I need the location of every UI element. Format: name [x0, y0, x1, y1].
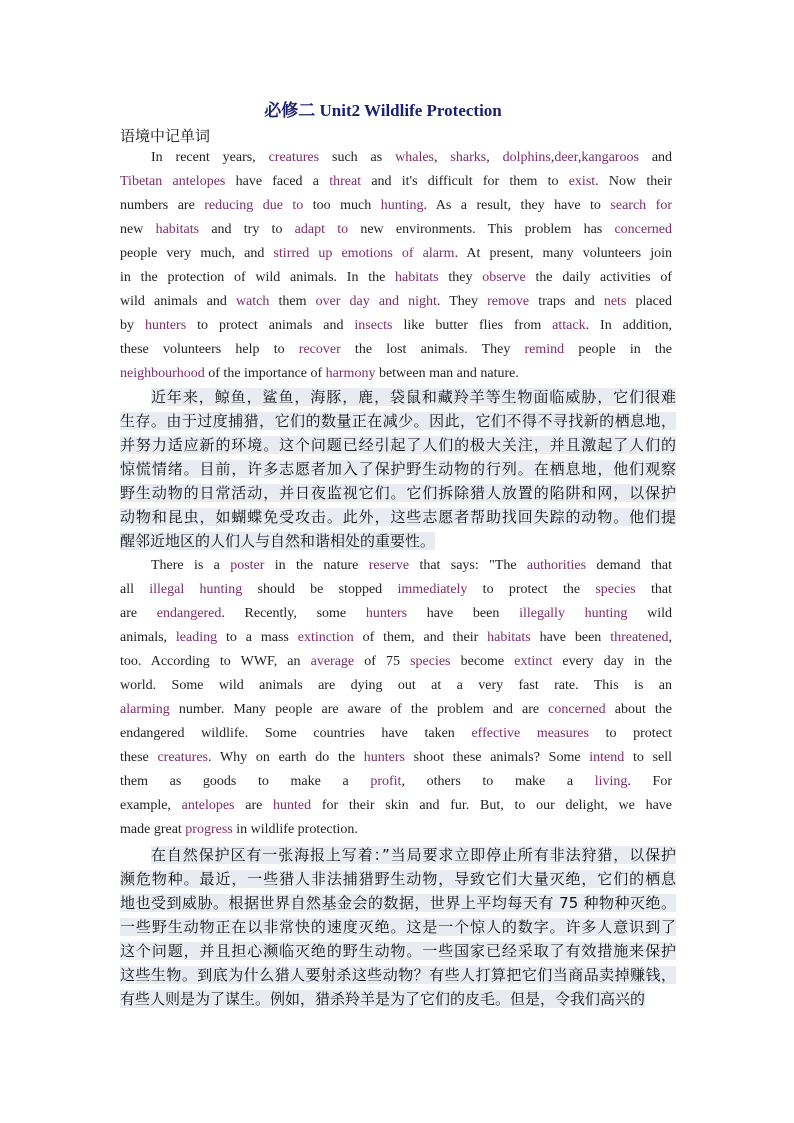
- translation-text: 地也受到威胁。根据世界自然基金会的数据，世界上平均每天有 75 种物种灭绝。: [120, 894, 676, 912]
- translation-text: 野生动物的日常活动，并日夜监视它们。它们拆除猎人放置的陷阱和网，以保护: [120, 484, 676, 502]
- text-run: and: [638, 150, 672, 165]
- text-line: [120, 602, 672, 626]
- vocabulary-word: dolphins: [502, 150, 551, 165]
- vocabulary-word: remove: [487, 294, 530, 309]
- paragraph-2-english: [120, 554, 672, 842]
- vocabulary-word: concerned: [548, 702, 606, 717]
- vocabulary-word: species: [595, 582, 636, 597]
- vocabulary-word: effective measures: [471, 726, 589, 741]
- text-run: There is a: [151, 558, 231, 573]
- text-run: that: [635, 582, 672, 597]
- text-run: numbers are: [120, 198, 205, 213]
- vocabulary-word: threat: [329, 174, 362, 189]
- translation-line: [120, 385, 676, 409]
- text-run: to protect: [588, 726, 672, 741]
- text-run: by: [120, 318, 145, 333]
- vocabulary-word: endangered: [156, 606, 222, 621]
- text-line: [120, 242, 672, 266]
- text-run: these volunteers help to: [120, 342, 299, 357]
- vocabulary-word: creatures: [157, 750, 208, 765]
- text-run: to sell: [624, 750, 672, 765]
- vocabulary-word: average: [310, 654, 355, 669]
- text-line: [120, 650, 672, 674]
- text-run: . Why on earth do the: [208, 750, 364, 765]
- text-line: [120, 554, 672, 578]
- text-run: of 75: [354, 654, 411, 669]
- text-run: to a mass: [217, 630, 298, 645]
- translation-line: [120, 433, 676, 457]
- translation-line: [120, 987, 676, 1011]
- text-run: them as goods to make a: [120, 774, 371, 789]
- text-run: new: [120, 222, 156, 237]
- text-line: [120, 362, 672, 386]
- vocabulary-word: reducing due to: [204, 198, 304, 213]
- text-run: placed: [626, 294, 672, 309]
- text-run: number. Many people are aware of the problem and are: [169, 702, 549, 717]
- vocabulary-word: extinction: [297, 630, 354, 645]
- translation-text: 生存。由于过度捕猎，它们的数量正在减少。因此，它们不得不寻找新的栖息地，: [120, 412, 676, 430]
- vocabulary-word: watch: [235, 294, 270, 309]
- text-run: people very much, and: [120, 246, 274, 261]
- vocabulary-word: extinct: [514, 654, 553, 669]
- vocabulary-word: hunters: [363, 750, 405, 765]
- text-run: the daily activities of: [525, 270, 672, 285]
- text-run: endangered wildlife. Some countries have taken: [120, 726, 472, 741]
- text-run: to protect animals and: [186, 318, 355, 333]
- text-line: [120, 770, 672, 794]
- text-line: [120, 818, 672, 842]
- paragraph-2-chinese: [120, 843, 676, 1011]
- vocabulary-word: alarming: [120, 702, 170, 717]
- vocabulary-word: hunted: [273, 798, 312, 813]
- translation-text: 濒危物种。最近，一些猎人非法捕猎野生动物，导致它们大量灭绝，它们的栖息: [120, 870, 676, 888]
- text-run: to protect the: [467, 582, 596, 597]
- text-run: , others to make a: [401, 774, 595, 789]
- text-run: . Recently, some: [221, 606, 366, 621]
- text-run: demand that: [586, 558, 672, 573]
- text-run: . Now their: [595, 174, 672, 189]
- text-run: them: [269, 294, 316, 309]
- vocabulary-word: creatures: [268, 150, 320, 165]
- vocabulary-word: habitats: [155, 222, 200, 237]
- text-run: new environments. This problem has: [348, 222, 615, 237]
- vocabulary-word: habitats: [395, 270, 439, 285]
- text-line: [120, 314, 672, 338]
- translation-line: [120, 481, 676, 505]
- text-run: like butter flies from: [392, 318, 553, 333]
- text-run: ,: [577, 150, 582, 165]
- text-run: example,: [120, 798, 182, 813]
- vocabulary-word: recover: [298, 342, 341, 357]
- text-run: wild: [627, 606, 672, 621]
- text-run: people in the: [564, 342, 672, 357]
- text-run: world. Some wild animals are dying out at a very fast rate. This is an: [120, 678, 672, 693]
- translation-text: 这个问题，并且担心濒临灭绝的野生动物。一些国家已经采取了有效措施来保护: [120, 942, 676, 960]
- translation-line: [120, 963, 676, 987]
- vocabulary-word: Tibetan antelopes: [120, 174, 226, 189]
- text-run: are: [120, 606, 157, 621]
- vocabulary-word: living: [594, 774, 628, 789]
- text-line: [120, 266, 672, 290]
- vocabulary-word: progress: [185, 822, 233, 837]
- text-run: animals,: [120, 630, 176, 645]
- text-run: wild animals and: [120, 294, 236, 309]
- text-run: . In addition,: [585, 318, 672, 333]
- text-run: are: [234, 798, 274, 813]
- text-run: for their skin and fur. But, to our delight, we have: [311, 798, 672, 813]
- text-run: and it's difficult for them to: [361, 174, 569, 189]
- text-run: and try to: [199, 222, 295, 237]
- vocabulary-word: deer: [554, 150, 578, 165]
- section-subtitle: 语境中记单词: [120, 127, 211, 145]
- text-run: all: [120, 582, 150, 597]
- vocabulary-word: remind: [524, 342, 565, 357]
- text-run: become: [450, 654, 515, 669]
- text-run: the lost animals. They: [340, 342, 525, 357]
- vocabulary-word: nets: [603, 294, 627, 309]
- text-run: ,: [550, 150, 555, 165]
- text-run: have been: [530, 630, 611, 645]
- vocabulary-word: adapt to: [294, 222, 349, 237]
- text-run: In recent years,: [151, 150, 269, 165]
- vocabulary-word: intend: [589, 750, 625, 765]
- vocabulary-word: search for: [610, 198, 672, 213]
- text-run: shoot these animals? Some: [404, 750, 590, 765]
- vocabulary-word: attack: [552, 318, 586, 333]
- text-run: . At present, many volunteers join: [454, 246, 672, 261]
- vocabulary-word: harmony: [325, 366, 376, 381]
- text-line: [120, 170, 672, 194]
- text-run: such as: [319, 150, 396, 165]
- translation-line: [120, 529, 676, 553]
- vocabulary-word: whales: [395, 150, 435, 165]
- vocabulary-word: illegally hunting: [519, 606, 628, 621]
- text-run: too much: [303, 198, 381, 213]
- paragraph-1-chinese: [120, 385, 676, 553]
- vocabulary-word: species: [410, 654, 451, 669]
- translation-line: [120, 867, 676, 891]
- translation-line: [120, 915, 676, 939]
- translation-text: 近年来，鲸鱼，鲨鱼，海豚，鹿，袋鼠和藏羚羊等生物面临威胁，它们很难: [151, 388, 676, 406]
- text-line: [120, 290, 672, 314]
- text-run: every day in the: [552, 654, 672, 669]
- vocabulary-word: threatened: [610, 630, 669, 645]
- text-run: have been: [407, 606, 520, 621]
- text-run: about the: [605, 702, 672, 717]
- text-line: [120, 698, 672, 722]
- text-run: that says: "The: [409, 558, 527, 573]
- text-run: ,: [668, 630, 672, 645]
- text-line: [120, 722, 672, 746]
- vocabulary-word: stirred up emotions of alarm: [273, 246, 455, 261]
- translation-line: [120, 939, 676, 963]
- translation-line: [120, 409, 676, 433]
- text-run: . For: [627, 774, 672, 789]
- translation-text: 醒邻近地区的人们人与自然和谐相处的重要性。: [120, 532, 436, 550]
- text-run: made great: [120, 822, 186, 837]
- text-run: traps and: [529, 294, 604, 309]
- translation-text: 惊慌情绪。目前，许多志愿者加入了保护野生动物的行列。在栖息地，他们观察: [120, 460, 676, 478]
- text-line: [120, 146, 672, 170]
- text-run: too. According to WWF, an: [120, 654, 311, 669]
- translation-line: [120, 505, 676, 529]
- text-run: between man and nature.: [375, 366, 519, 381]
- text-run: of them, and their: [353, 630, 488, 645]
- text-line: [120, 674, 672, 698]
- vocabulary-word: reserve: [368, 558, 410, 573]
- vocabulary-word: sharks: [450, 150, 487, 165]
- text-line: [120, 626, 672, 650]
- text-run: these: [120, 750, 158, 765]
- text-run: have faced a: [225, 174, 330, 189]
- text-run: ,: [486, 150, 503, 165]
- translation-text: 这些生物。到底为什么猎人要射杀这些动物？有些人打算把它们当商品卖掉赚钱，: [120, 966, 676, 984]
- text-line: [120, 338, 672, 362]
- vocabulary-word: concerned: [614, 222, 672, 237]
- vocabulary-word: authorities: [526, 558, 587, 573]
- text-line: [120, 218, 672, 242]
- vocabulary-word: exist: [568, 174, 596, 189]
- text-run: of the importance of: [204, 366, 326, 381]
- vocabulary-word: insects: [354, 318, 393, 333]
- translation-line: [120, 843, 676, 867]
- text-run: ,: [434, 150, 451, 165]
- vocabulary-word: hunters: [365, 606, 408, 621]
- translation-text: 有些人则是为了谋生。例如，猎杀羚羊是为了它们的皮毛。但是，令我们高兴的: [120, 990, 646, 1008]
- translation-line: [120, 891, 676, 915]
- vocabulary-word: profit: [370, 774, 402, 789]
- vocabulary-word: over day and night: [315, 294, 437, 309]
- vocabulary-word: illegal hunting: [149, 582, 243, 597]
- text-run: in the protection of wild animals. In the: [120, 270, 396, 285]
- text-line: [120, 746, 672, 770]
- text-run: . They: [436, 294, 488, 309]
- text-line: [120, 794, 672, 818]
- text-run: in wildlife protection.: [232, 822, 358, 837]
- vocabulary-word: observe: [482, 270, 526, 285]
- vocabulary-word: hunters: [144, 318, 187, 333]
- page-title: 必修二 Unit2 Wildlife Protection: [264, 101, 502, 120]
- vocabulary-word: hunting: [380, 198, 424, 213]
- translation-text: 在自然保护区有一张海报上写着：”当局要求立即停止所有非法狩猎，以保护: [151, 846, 676, 864]
- vocabulary-word: neighbourhood: [120, 366, 205, 381]
- text-run: in the nature: [264, 558, 369, 573]
- text-line: [120, 578, 672, 602]
- vocabulary-word: poster: [230, 558, 265, 573]
- vocabulary-word: antelopes: [181, 798, 235, 813]
- text-run: should be stopped: [242, 582, 398, 597]
- text-run: . As a result, they have to: [423, 198, 611, 213]
- text-line: [120, 194, 672, 218]
- vocabulary-word: leading: [175, 630, 218, 645]
- text-run: they: [438, 270, 483, 285]
- translation-text: 动物和昆虫，如蝴蝶免受攻击。此外，这些志愿者帮助找回失踪的动物。他们提: [120, 508, 676, 526]
- vocabulary-word: immediately: [397, 582, 468, 597]
- vocabulary-word: kangaroos: [581, 150, 639, 165]
- translation-text: 一些野生动物正在以非常快的速度灭绝。这是一个惊人的数字。许多人意识到了: [120, 918, 676, 936]
- vocabulary-word: habitats: [487, 630, 531, 645]
- translation-text: 并努力适应新的环境。这个问题已经引起了人们的极大关注，并且激起了人们的: [120, 436, 676, 454]
- paragraph-1-english: [120, 146, 672, 386]
- translation-line: [120, 457, 676, 481]
